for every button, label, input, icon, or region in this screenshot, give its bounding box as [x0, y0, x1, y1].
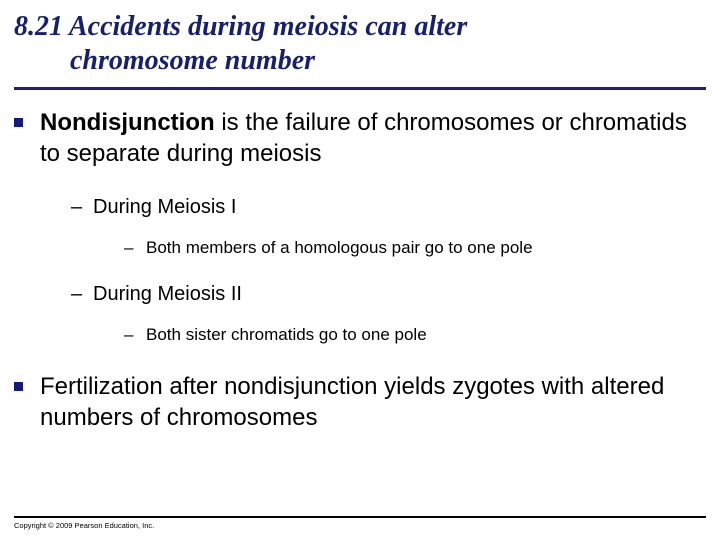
title-line-2: chromosome number — [70, 45, 316, 76]
bullet-text — [14, 107, 704, 169]
bullet-text: Fertilization after nondisjunction yields zygotes with altered numbers of chromosomes — [40, 373, 665, 431]
bullet-nondisjunction — [14, 107, 704, 169]
keyword-nondisjunction: Nondisjunction — [40, 109, 215, 136]
dash-icon: – — [71, 196, 83, 218]
dash-icon: – — [71, 283, 83, 305]
detail-meiosis-2 — [124, 324, 427, 346]
detail-text: Both members of a homologous pair go to one pole — [146, 238, 533, 257]
detail-text: Both sister chromatids go to one pole — [146, 325, 427, 344]
dash-icon: – — [124, 238, 134, 257]
title-line-1: 8.21 Accidents during meiosis can alter — [14, 11, 468, 42]
sub-bullet-meiosis-1 — [71, 194, 236, 220]
dash-icon: – — [124, 325, 134, 344]
square-bullet-icon — [14, 118, 23, 127]
title-divider — [14, 87, 706, 90]
slide-title — [14, 10, 704, 78]
square-bullet-icon — [14, 382, 23, 391]
sub-bullet-meiosis-2 — [71, 281, 242, 307]
detail-meiosis-1 — [124, 237, 533, 259]
sub-bullet-label: During Meiosis II — [93, 283, 242, 305]
sub-bullet-label: During Meiosis I — [93, 196, 237, 218]
footer-divider — [14, 516, 706, 518]
copyright-notice: Copyright © 2009 Pearson Education, Inc. — [14, 521, 155, 530]
bullet-definition: is the failure of chromosomes or chromatids to separate during meiosis — [40, 109, 687, 167]
bullet-fertilization — [14, 371, 704, 433]
